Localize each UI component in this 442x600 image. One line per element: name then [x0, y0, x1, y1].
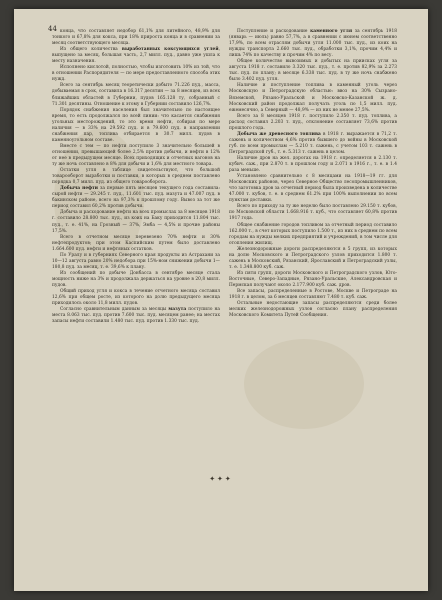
page-number: 44: [48, 25, 57, 33]
paragraph: Всего в отчетном месяце перевезено 70% нефти и 30% нефтепродуктов; при этом Каспийским путем было доставлено 1.664.600 пуд. нефти и нефтяных остатков.: [52, 234, 220, 252]
section-divider-ornament: ✦✦✦: [209, 475, 233, 483]
paragraph: Наличие и поступление топлива в каменный уголь через Московскую и Петроградскую областью: ввоз на 30% Сызрано-Вяземской, Рязано-Уральской и Московско-Казанской ж. д. Московский район продолжал получать уголь по 1,5 милл. пуд. ежемесячно, а Северный — 48,9% — из них не менее 27,5%.: [229, 83, 397, 113]
paragraph: Порядок снабжения населения был значительно по настоящее время, то есть продолжался по всей линии: что касается снабжения угольных месторождений, то это время нефти, собирая по мере наличия — в 33% на 29.592 пуд. и в 79.600 пуд. в направлении снабжения пар, топлива отбирается в 30.7 милл. пудов в каменноугольном составе.: [52, 107, 220, 143]
paragraph: Всего за 8 месяцев 1918 г. поступило 2.350 т. пуд. топлива, а расход составил 2.203 т. пуд., отклонение составляет 73,6% против прошлого года.: [229, 113, 397, 131]
paragraph: Исполнено кислотой, полностью, чтобы изготовить 10% из той, что в отношении Распорядителя — по мере предоставленного способа этих нужд.: [52, 65, 220, 83]
paragraph: Наличие дров на жел. дорогах на 1918 г. определяется в 2.130 т. кубич. саж., при 2.870 т. в прошлом году и 2.071 в 1916 г., т. е. в 1.4 раза меньше.: [229, 155, 397, 174]
paragraph: По Уралу и в губерниях Северного края продукты из Астрахани за 10—12 августа равно 20% недобора при 15%-ном снижении добычи 1—180,8 пуд. за месяц, т. е. 39,6% к плану.: [52, 252, 220, 270]
paragraph: Остатки угля в таблице свидетельствуют, что большой товарооборот выработки и поставки, в которых в среднем поставлено порядка 0,7 милл. пуд. из общего товарооборота.: [52, 168, 220, 186]
paragraph: Из общего количества выработанных коксующихся углей, выпущено за месяц, большая часть, 2,7 милл. пуд., давно уже ушла к месту назначения.: [52, 47, 221, 65]
paragraph: Добыча и расходование нефти на всех промыслах за 8 месяцев 1918 г. составило 28.800 тыс. пуд., из коих на Баку приходится 11.804 тыс. пуд., т. е. 41%, на Грозный — 37%, Эмба — 4,5% и прочие районы 17,5%.: [52, 210, 220, 234]
paragraph: Из сообщений по добыче Донбасса в сентябре месяце стала мощность ниже на 3% и продолжала держаться на уровне в 20,8 милл. пудов.: [52, 270, 220, 288]
paragraph: Общее снабжение городов топливом за отчетный период составило 162.000 т., в счет которых поступило 1.500 т., из них в среднем по всем городам на нужды мелких предприятий и учреждений, в том числе для отопления жилищ.: [229, 222, 397, 246]
paragraph: Общий приход угля и кокса в течение отчетного месяца составил 12,6% при общем росте, из которого на долю предыдущего месяца приходилось около 11,8 милл. пудов.: [52, 289, 220, 307]
paragraph: Железнодорожные дороги распределяются в 5 групп, из которых на долю Московского и Петроградского узлов приходится 1.800 т. сажень в Московский, Рязанский, Ярославский и Петроградский узлы, т. е. 1.348.800 куб. саж.: [229, 246, 397, 270]
paragraph: Согласно сравнительным данным за месяцы мазута поступило на места 8.063 тыс. пуд. против 7.600 тыс. пуд. месяцем ранее; на местах запасы нефти составили 1.480 тыс. пуд. против 1.330 тыс. пуд.: [52, 307, 220, 325]
right-text-column: [229, 29, 397, 319]
left-text-column: [52, 29, 220, 325]
document-page: [14, 9, 428, 591]
paragraph: Остальные недостающие запасы распределяются среди более мелких железнодорожных узлов согласно плану распределения Московского Комитета Путей Сообщения.: [229, 301, 397, 319]
paragraph: Поступление и расходование каменного угля за сентябрь 1918 (январь — июль) равно 57,7%, а в сравнении с июнем соответственно 17,9%, по всем отраслям добычи угля 11.000 тыс. пуд., из коих на нужды транспорта 2.660 тыс. пуд., обработки 3,1%, прочим 4,4% и лишь 74% по качеству и прочим 4% по весу.: [229, 29, 398, 59]
paragraph: Всего по приходу за ту же неделю было поставлено 29.150 т. кубов, по Московской области 1.668.916 т. куб., что составляет 60,8% против 1917 года.: [229, 204, 397, 222]
paragraph: Всего за сентябрь месяц теоретически добыто 71.226 пуд., масса, добываемая в срок, составила в 16.317 десятин — за 8 месяцев, из всех ближайших областей в Губернии, пудов 165.128 ту, собранный с 71.301 десятины. Отношение к этому в Губернии составило 126,7%.: [52, 83, 220, 107]
paragraph: Все запасы, распределенные в Ростове, Москве и Петрограде на 1918 г. в целом, за 6 месяцев составляют 7.480 т. куб. саж.: [229, 289, 397, 301]
paragraph: Из пяти групп, дороги Московского и Петроградского узлов, Юго-Восточные, Северо-Западные, Рязано-Уральские, Александровская и Пермская получают около 2.177.900 куб. саж. дров.: [229, 270, 397, 288]
paragraph: Установлено сравнительно с 8 месяцами на 1918—19 гг. для Московских районов, через Северное Общество лесопромышленников, что заготовка дров за отчетный период была произведена в количестве 47.000 т. кубов, т. е. в среднем 61.2% при 100% выполнении по всем пунктам доставки.: [229, 174, 397, 204]
paragraph: Общее количество вывозимых и добытых на приисках угля за августа 1918 г. составило 3.320 тыс. пуд., т. е. против 82,9% за 2.273 тыс. пуд. по плану; в месяце 6.338 тыс. пуд. в ту же ночь снабжено было 3.402 пуд. угля.: [229, 59, 397, 83]
paragraph: Добыча же древесного топлива в 1918 г. выражается в 71,2 т. сажень и количеством 4,6% против бывшего до войны в Московской губ. по всем промыслам — 5.210 т. сажень, с учетом 103 т. сажень в Петроградской губ., т. е. 5.313 т. сажень в целом.: [229, 131, 398, 155]
paragraph: Вместе с тем — по нефти поступило 3 значительно большей в отношении, превышающей более 2,5% против добычи, и нефти в 12% от нее в предыдущем месяце. Всех приходящих и отчетных вагонов на ту же ночь составлено в 8% для добычи и 1,6% для местного товара.: [52, 143, 220, 168]
paragraph: конца, что составляет недобор 61,1% для литейного, 48,9% для тонкого и 67,8% для кокса, при 18% прироста конца и в сравнении за месяц соответствующего месяца.: [52, 29, 220, 47]
paragraph: Добыча нефти за первые пять месяцев текущего года составила: сырой нефти — 29.245 т. пуд., 11.601 тыс. пуд. мазута и 47.007 пуд. в бакинском районе, всего на 97,3% к прошлому году. Вывоз за тот же период составил 60,2% против добычи.: [52, 186, 220, 210]
